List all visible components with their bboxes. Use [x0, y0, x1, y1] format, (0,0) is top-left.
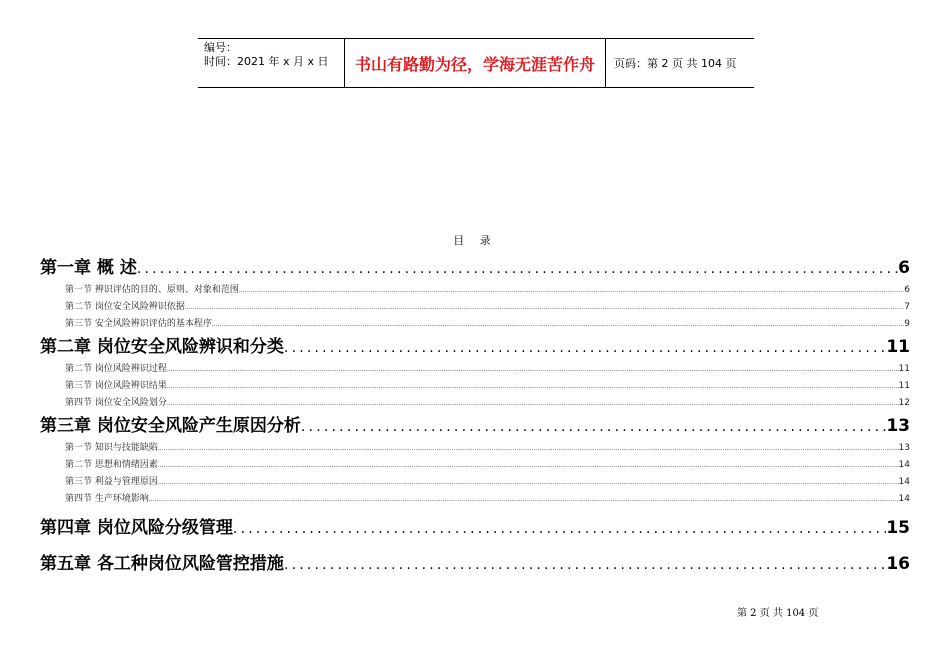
toc-entry-label: 第一节 辨识评估的目的、原则、对象和范围 [65, 285, 239, 295]
toc-entry[interactable] [40, 514, 910, 542]
toc-leader [158, 474, 899, 491]
toc-leader [167, 378, 899, 395]
toc-entry-label: 第三章 岗位安全风险产生原因分析 [40, 416, 301, 436]
toc-leader [167, 361, 899, 378]
toc-entry-page: 6 [904, 285, 910, 295]
toc-entry-page: 14 [898, 477, 910, 487]
toc-entry[interactable] [40, 299, 910, 316]
toc-title: 目 录 [453, 234, 497, 247]
toc-entry-label: 第一节 知识与技能缺陷 [65, 443, 158, 453]
toc-entry-label: 第二章 岗位安全风险辨识和分类 [40, 337, 284, 357]
toc-entry-label: 第四节 生产环境影响 [65, 494, 149, 504]
toc-entry-page: 11 [898, 381, 910, 391]
time-label: 时间：2021 年 x 月 x 日 [204, 55, 329, 68]
table-of-contents [40, 254, 910, 578]
toc-entry-label: 第二节 思想和情绪因素 [65, 460, 158, 470]
toc-entry[interactable] [40, 491, 910, 508]
toc-entry-page: 14 [898, 460, 910, 470]
toc-entry-label: 第三节 岗位风险辨识结果 [65, 381, 167, 391]
toc-entry-page: 16 [886, 554, 910, 574]
toc-entry[interactable] [40, 550, 910, 578]
toc-entry-page: 9 [904, 319, 910, 329]
toc-entry[interactable] [40, 457, 910, 474]
toc-entry-page: 12 [898, 398, 910, 408]
toc-entry[interactable] [40, 333, 910, 361]
toc-leader [212, 316, 904, 333]
toc-leader [185, 299, 904, 316]
toc-leader [167, 395, 899, 412]
toc-entry-page: 15 [886, 518, 910, 538]
toc-entry-page: 7 [904, 302, 910, 312]
toc-leader [149, 491, 899, 508]
toc-entry-page: 13 [898, 443, 910, 453]
toc-entry[interactable] [40, 440, 910, 457]
toc-entry-page: 11 [886, 337, 910, 357]
toc-entry-label: 第四章 岗位风险分级管理 [40, 518, 233, 538]
toc-entry[interactable] [40, 254, 910, 282]
page-header [198, 38, 754, 88]
toc-leader [137, 255, 898, 283]
toc-entry[interactable] [40, 361, 910, 378]
toc-entry[interactable] [40, 282, 910, 299]
header-meta [198, 39, 344, 87]
toc-leader [158, 440, 899, 457]
toc-entry[interactable] [40, 474, 910, 491]
toc-leader [158, 457, 899, 474]
toc-entry-label: 第一章 概 述 [40, 258, 137, 278]
toc-leader [284, 334, 886, 362]
toc-leader [284, 551, 886, 579]
toc-entry[interactable] [40, 412, 910, 440]
toc-entry-label: 第四节 岗位安全风险划分 [65, 398, 167, 408]
toc-entry-label: 第二节 岗位安全风险辨识依据 [65, 302, 185, 312]
toc-entry-page: 14 [898, 494, 910, 504]
toc-leader [239, 282, 904, 299]
toc-entry-label: 第三节 安全风险辨识评估的基本程序 [65, 319, 212, 329]
page-footer: 第 2 页 共 104 页 [737, 608, 819, 619]
toc-entry-label: 第五章 各工种岗位风险管控措施 [40, 554, 284, 574]
toc-entry[interactable] [40, 378, 910, 395]
header-page-info: 页码：第 2 页 共 104 页 [614, 57, 737, 70]
toc-leader [233, 515, 886, 543]
toc-entry-page: 6 [898, 258, 910, 278]
number-label: 编号： [204, 41, 237, 54]
toc-entry-page: 11 [898, 364, 910, 374]
toc-entry-label: 第三节 利益与管理原因 [65, 477, 158, 487]
toc-entry[interactable] [40, 316, 910, 333]
header-motto: 书山有路勤为径，学海无涯苦作舟 [344, 39, 606, 87]
toc-entry-page: 13 [886, 416, 910, 436]
toc-entry-label: 第二节 岗位风险辨识过程 [65, 364, 167, 374]
toc-entry[interactable] [40, 395, 910, 412]
toc-leader [301, 413, 886, 441]
